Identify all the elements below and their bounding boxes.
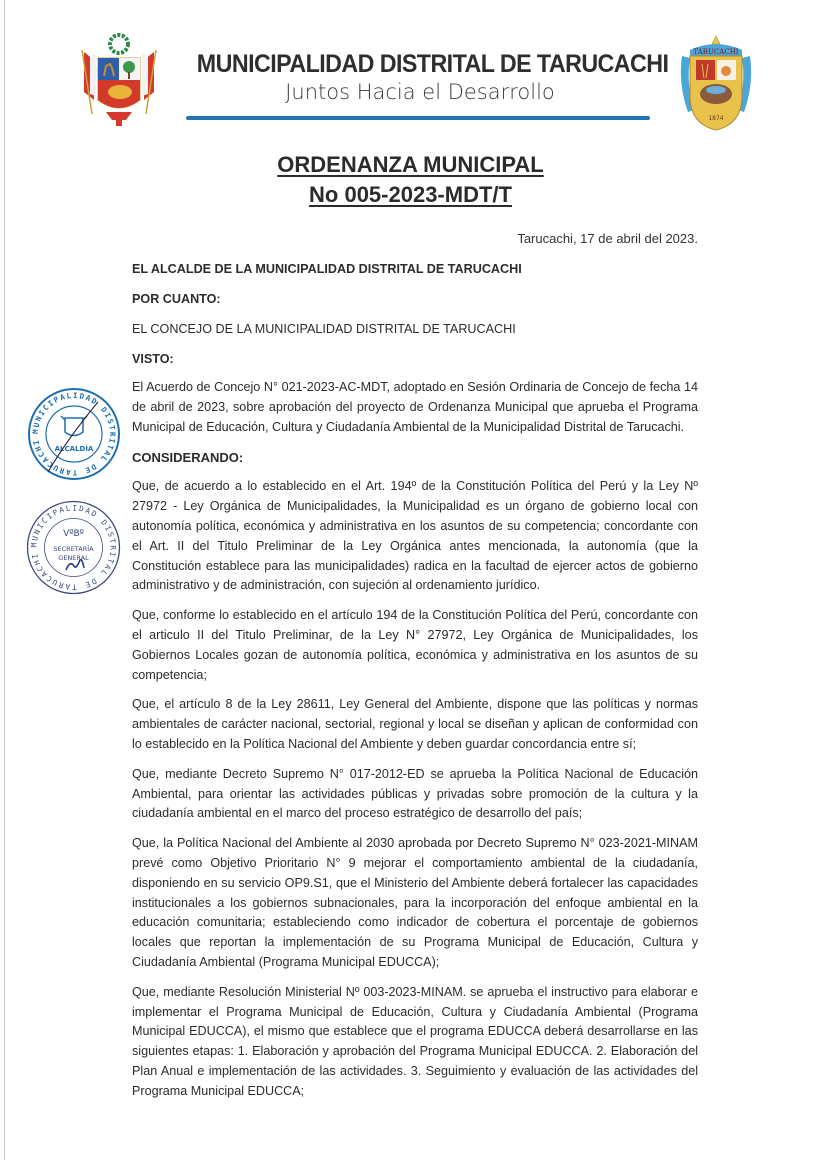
svg-text:MUNICIPALIDAD DISTRITAL DE TAR (31, 391, 117, 477)
secretaria-stamp-ring-text: MUNICIPALIDAD DISTRITAL DE TARUCACHI (29, 503, 118, 592)
considerando-paragraph: Que, conforme lo establecido en el artículo 194 de la Constitución Política del Perú, concordante con el articulo II del Titulo Preliminar, de la Ley N° 27972, Ley Orgánica de Municipalidades, los Gobiernos Locales gozan de autonomía política, económica y administrativa en los asuntos de su competencia; (132, 608, 698, 682)
considerando-label: CONSIDERANDO: (132, 450, 244, 466)
document-number-text: No 005-2023-MDT/T (309, 182, 512, 207)
document-number (0, 180, 821, 210)
organization-name: MUNICIPALIDAD DISTRITAL DE TARUCACHI (196, 50, 669, 78)
place-date: Tarucachi, 17 de abril del 2023. (517, 231, 698, 246)
peru-coat-of-arms-logo (76, 30, 162, 128)
considerando-paragraph: Que, mediante Decreto Supremo N° 017-2012-ED se aprueba la Política Nacional de Educación Ambiental, para orientar las actividades públicas y privadas sobre promoción de la cultura y la ciudadanía ambiental en el marco del proceso estratégico de desarrollo del país; (132, 766, 698, 821)
alcaldia-stamp (28, 388, 120, 480)
vb-text: VºBº (63, 529, 84, 539)
por-cuanto-label: POR CUANTO: (132, 292, 221, 306)
issuer-heading: EL ALCALDE DE LA MUNICIPALIDAD DISTRITAL DE TARUCACHI (132, 262, 522, 276)
document-title (0, 150, 821, 180)
document-body (0, 150, 821, 1102)
document-title-text: ORDENANZA MUNICIPAL (277, 152, 544, 177)
general-text: GENERAL (58, 554, 89, 562)
considerando-paragraph: Que, la Política Nacional del Ambiente al 2030 aprobada por Decreto Supremo N° 023-2021-MINAM prevé como Objetivo Prioritario N° 9 mejorar el comportamiento ambiental de la ciudadanía, disponiendo en su servicio OP9.S1, que el Ministerio del Ambiente deberá fortalecer las capacidades institucionales a los gobiernos subnacionales, para la incorporación del enfoque ambiental en la educación comunitaria; estableciendo como indicador de cobertura el porcentaje de gobiernos locales que reportan la implementación de su Programa Municipal de Educación, Cultura y Ciudadanía Ambiental (Programa Municipal EDUCCA); (132, 836, 698, 969)
considerando-paragraph: Que, de acuerdo a lo establecido en el Art. 194º de la Constitución Política del Perú y la Ley Nº 27972 - Ley Orgánica de Municipalidades, la Municipalidad es un órgano de gobierno local con autonomía política, económica y administrativa en los asuntos de su competencia; concordante con el Art. II del Titulo Preliminar de la Ley Orgánica antes mencionada, la autonomía (que la Constitución establece para las municipalidades) radica en la facultad de ejercer actos de gobierno administrativo y de administración, con sujeción al ordenamiento jurídico. (132, 479, 698, 593)
tarucachi-crest-logo (678, 34, 754, 134)
secretaria-text: SECRETARÍA (53, 545, 94, 553)
council-line: EL CONCEJO DE LA MUNICIPALIDAD DISTRITAL DE TARUCACHI (132, 322, 516, 336)
crest-year-text: 1874 (708, 115, 724, 122)
crest-banner-text: TARUCACHI (693, 48, 739, 56)
visto-paragraph: El Acuerdo de Concejo N° 021-2023-AC-MDT, adoptado en Sesión Ordinaria de Concejo de fecha 14 de abril de 2023, sobre aprobación del proyecto de Ordenanza Municipal que aprueba el Programa Municipal de Educación, Cultura y Ciudadanía Ambiental de la Municipalidad Distrital de Tarucachi. (132, 380, 698, 434)
visto-label: VISTO: (132, 352, 174, 366)
considerando-paragraph: Que, el artículo 8 de la Ley 28611, Ley General del Ambiente, dispone que las políticas y normas ambientales de carácter nacional, sectorial, regional y local se diseñan y aplican de conformidad con lo establecido en la Política Nacional del Ambiente y deben guardar concordancia entre sí; (132, 697, 698, 751)
considerando-paragraph: Que, mediante Resolución Ministerial Nº 003-2023-MINAM. se aprueba el instructivo para elaborar e implementar el Programa Municipal de Educación, Cultura y Ciudadanía Ambiental (Programa Municipal EDUCCA), el mismo que establece que el programa EDUCCA deberá desarrollarse en las siguientes etapas: 1. Elaboración y aprobación del Programa Municipal EDUCCA. 2. Elaboración del Plan Anual e implementación de las actividades. 3. Seguimiento y evaluación de las actividades del Programa Municipal EDUCCA; (132, 984, 698, 1098)
organization-motto: Juntos Hacia el Desarrollo (285, 80, 555, 104)
alcaldia-stamp-ring-text: MUNICIPALIDAD DISTRITAL DE TARUCACHI (30, 390, 118, 478)
secretaria-general-stamp (26, 500, 121, 595)
alcaldia-stamp-center-text: ALCALDÍA (54, 445, 94, 453)
header-divider (186, 116, 650, 120)
